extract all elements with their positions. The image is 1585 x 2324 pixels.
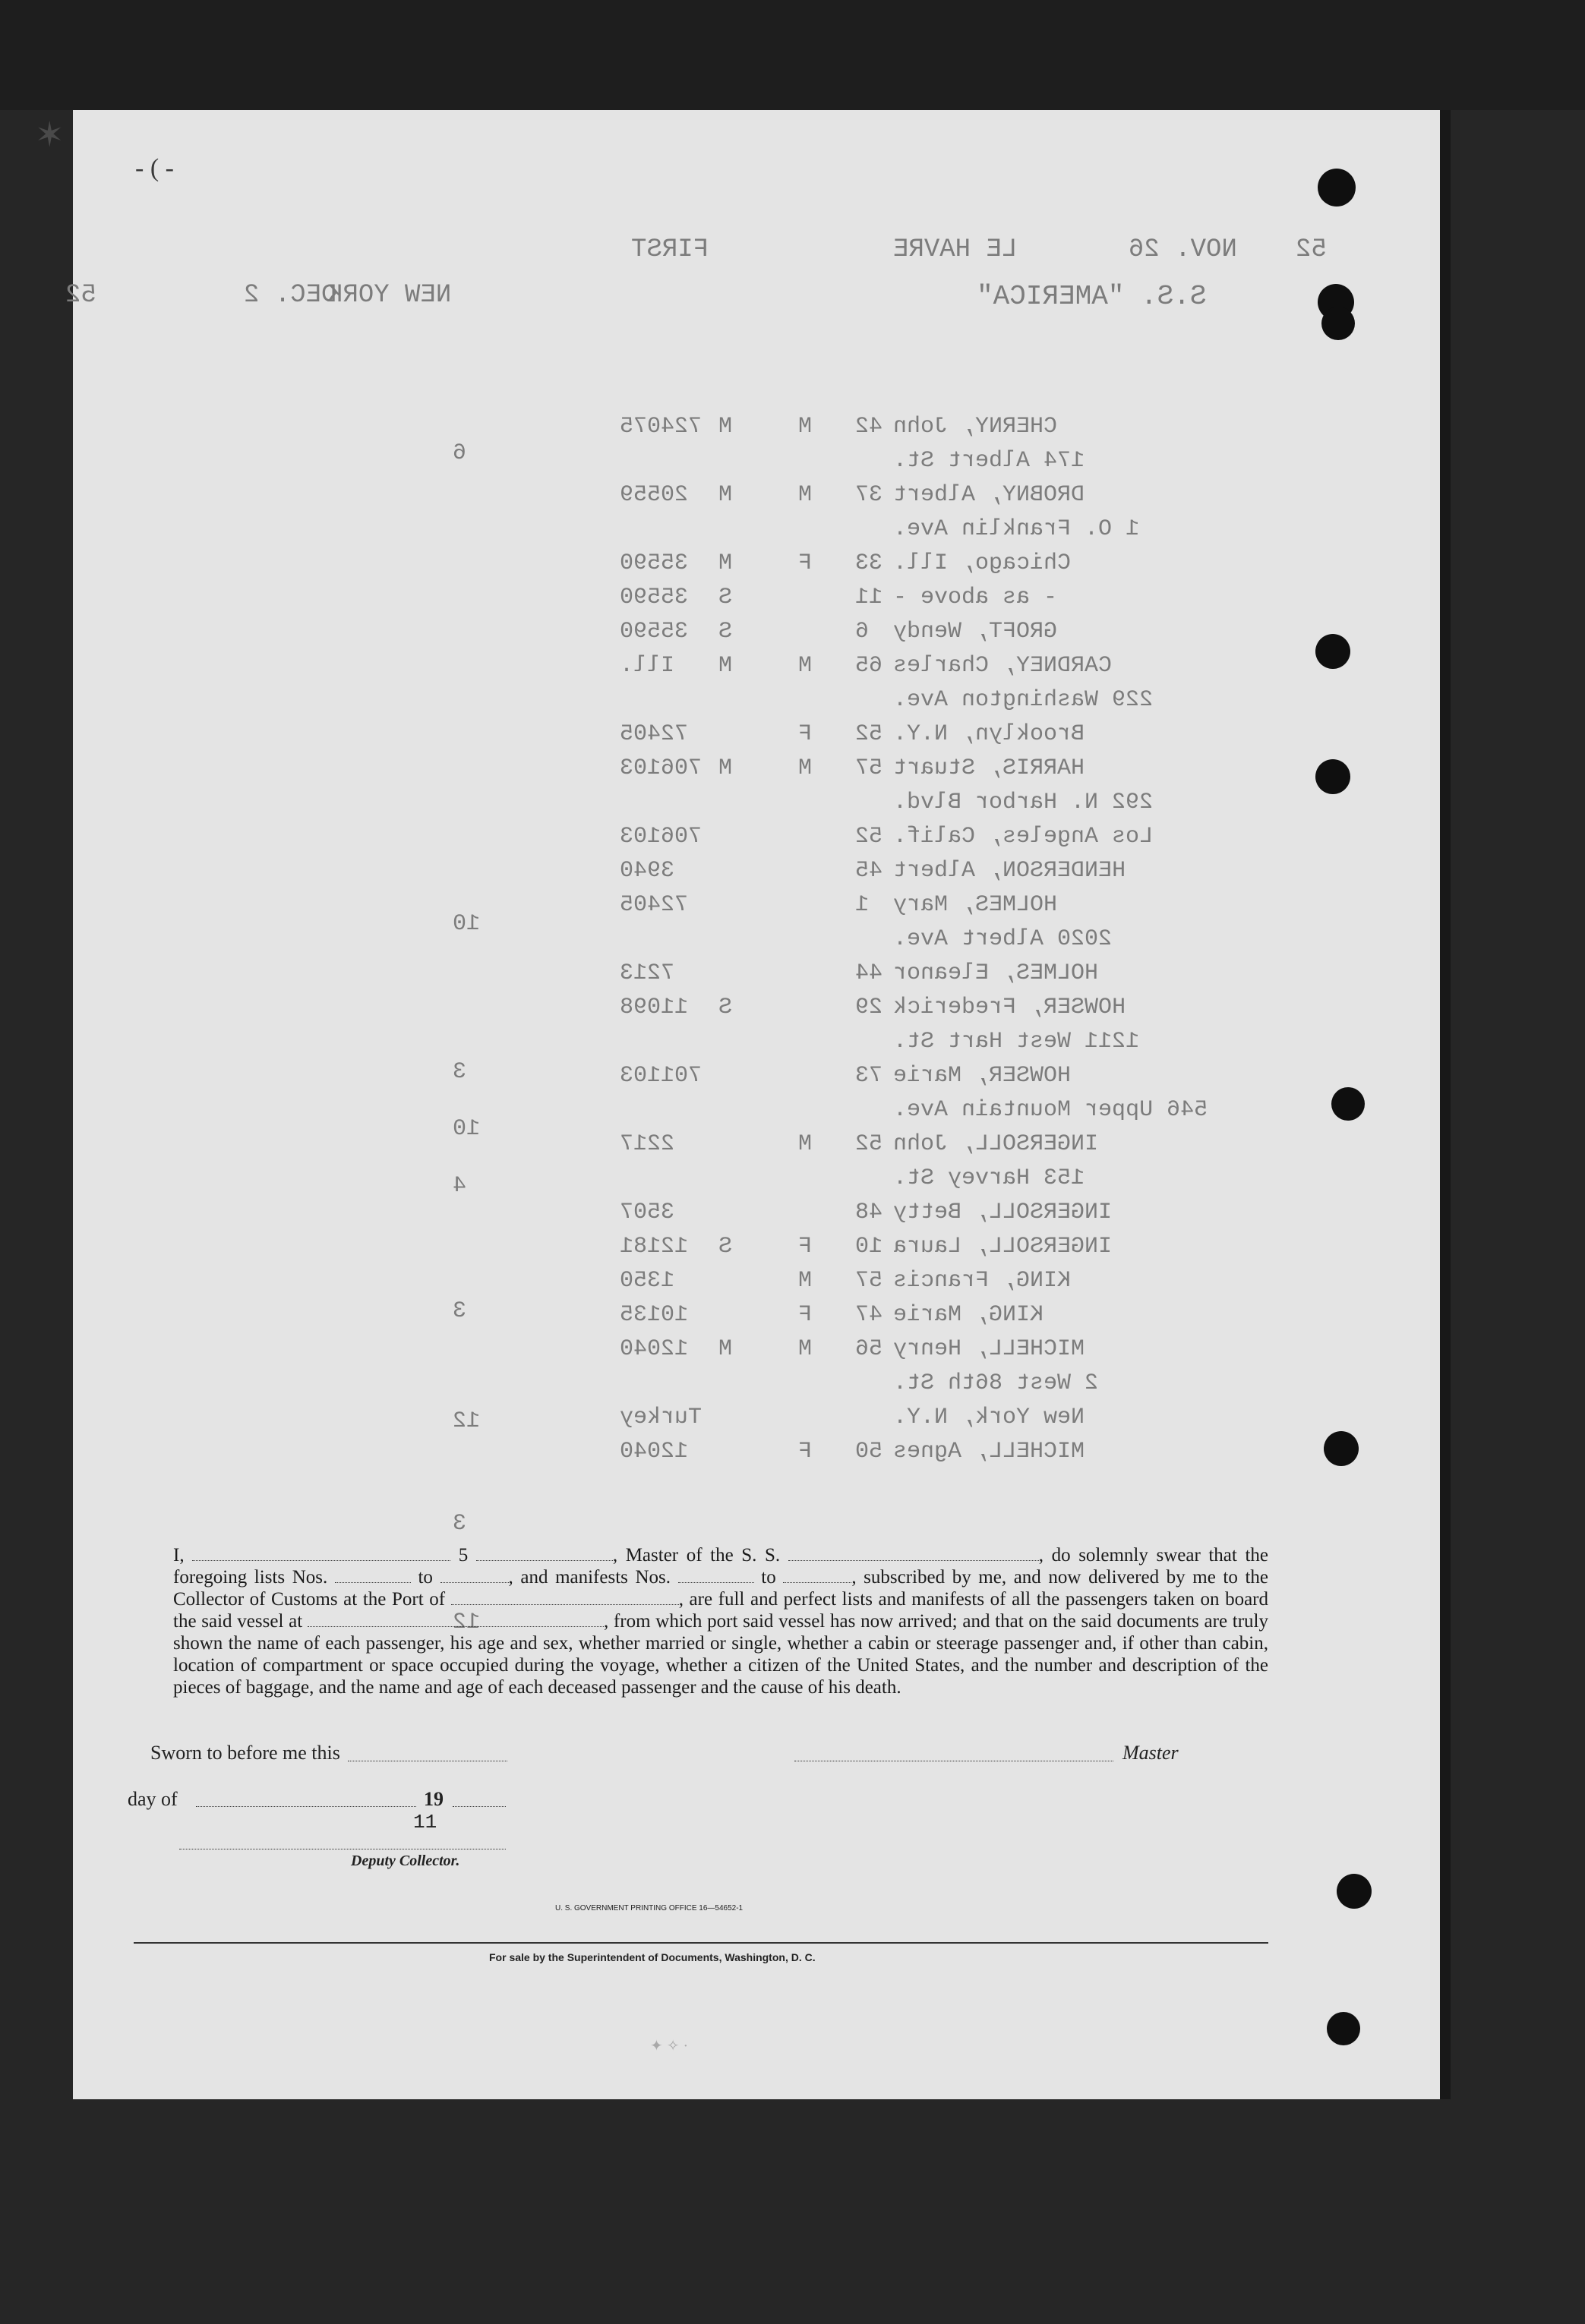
entry-name: HOWSER, Frederick: [893, 995, 1126, 1020]
punch-hole-9: [1327, 2012, 1360, 2045]
entry-num: 12040: [620, 1336, 689, 1362]
oath-manifests: , and manifests Nos.: [508, 1567, 671, 1588]
manifests-to-blank[interactable]: [783, 1569, 851, 1583]
margin-number: 3: [453, 1059, 467, 1085]
entry-sex: M: [798, 1268, 813, 1294]
entry-status: S: [718, 1234, 733, 1260]
entry-sex: F: [798, 1439, 813, 1465]
entry-age: 6: [855, 619, 870, 645]
entry-sex: M: [798, 482, 813, 508]
entry-sex: M: [798, 1336, 813, 1362]
entry-num: 35590: [620, 619, 689, 645]
margin-number: 4: [453, 1173, 467, 1199]
entry-name: Chicago, Ill.: [893, 550, 1072, 576]
entry-num: 3940: [620, 858, 675, 884]
arrival-year: 52: [65, 281, 96, 310]
entry-name: INGERSOLL, Betty: [893, 1200, 1113, 1225]
entry-sex: F: [798, 721, 813, 747]
oath-delivered: delivered by me to the Collector of Customs at the Port of: [173, 1567, 1269, 1610]
entry-name: MICHELL, Henry: [893, 1336, 1085, 1362]
entry-name: GROFT, Wendy: [893, 619, 1058, 645]
oath-body: port said vessel has now arrived; and that on the said documents are truly shown the name of each passenger, his age and sex, whether married or single, whether a cabin or steerage passenger and, if other than cabin, location of compartment or space occupied during the voyage, whether a citizen of the United States, and the number and description of the pieces of baggage, and the name and age of each deceased passenger and the cause of his death.: [173, 1611, 1269, 1698]
year-prefix: 19: [424, 1788, 444, 1810]
entry-num: 35590: [620, 550, 689, 576]
punch-hole-4: [1315, 634, 1350, 669]
entry-name: Brooklyn, N.Y.: [893, 721, 1085, 747]
ship-blank[interactable]: [788, 1547, 1039, 1561]
entry-name: 229 Washington Ave.: [893, 687, 1154, 713]
master-label: Master: [1122, 1742, 1179, 1764]
entry-num: 10135: [620, 1302, 689, 1328]
entry-name: MICHELL, Agnes: [893, 1439, 1085, 1465]
entry-name: INGERSOLL, Laura: [893, 1234, 1113, 1260]
year-fill: 11: [413, 1811, 437, 1834]
day-of-label: day of: [128, 1788, 178, 1810]
margin-number: 10: [453, 1116, 481, 1142]
entry-age: 1: [855, 892, 870, 918]
entry-age: 57: [855, 755, 883, 781]
entry-num: 72405: [620, 892, 689, 918]
page-mark: - ( -: [135, 154, 174, 182]
entry-sex: M: [798, 755, 813, 781]
entry-name: Los Angeles, Calif.: [893, 824, 1154, 850]
entry-status: M: [718, 482, 733, 508]
entry-num: 72405: [620, 721, 689, 747]
entry-num: 2217: [620, 1131, 675, 1157]
entry-status: S: [718, 585, 733, 610]
entry-num: 701103: [620, 1063, 703, 1089]
entry-name: 174 Albert St.: [893, 448, 1085, 474]
oath-paragraph: [173, 1544, 1268, 1698]
entry-status: M: [718, 653, 733, 679]
entry-num: 706103: [620, 755, 703, 781]
entry-age: 73: [855, 1063, 883, 1089]
entry-age: 37: [855, 482, 883, 508]
entry-status: M: [718, 755, 733, 781]
entry-name: 1211 West Hart St.: [893, 1029, 1140, 1055]
sworn-label: Sworn to before me this: [150, 1742, 340, 1764]
date-year: 52: [1296, 235, 1327, 264]
entry-age: 50: [855, 1439, 883, 1465]
punch-hole-5: [1315, 759, 1350, 794]
entry-age: 45: [855, 858, 883, 884]
oath-from-which: , from which: [603, 1611, 703, 1632]
scan-border-top: [0, 0, 1585, 110]
entry-name: 292 N. Harbor Blvd.: [893, 790, 1154, 815]
entry-age: 33: [855, 550, 883, 576]
oath-master: , Master of the S. S.: [612, 1545, 781, 1566]
entry-status: S: [718, 995, 733, 1020]
entry-sex: M: [798, 414, 813, 440]
entry-age: 48: [855, 1200, 883, 1225]
entry-num: 724075: [620, 414, 703, 440]
entry-name: 1 O. Franklin Ave.: [893, 516, 1140, 542]
entry-name: HENDERSON, Albert: [893, 858, 1126, 884]
entry-name: - as above -: [893, 585, 1058, 610]
entry-num: 11098: [620, 995, 689, 1020]
entry-num: 12181: [620, 1234, 689, 1260]
punch-hole-7: [1324, 1431, 1359, 1466]
entry-name: KING, Francis: [893, 1268, 1072, 1294]
entry-status: M: [718, 550, 733, 576]
entry-age: 57: [855, 1268, 883, 1294]
entry-status: M: [718, 1336, 733, 1362]
entry-num: Turkey: [620, 1405, 703, 1430]
entry-age: 10: [855, 1234, 883, 1260]
entry-num: 1350: [620, 1268, 675, 1294]
footer-rule: [134, 1942, 1268, 1944]
margin-number: 3: [453, 1298, 467, 1324]
printing-office: U. S. GOVERNMENT PRINTING OFFICE 16—54652-1: [555, 1904, 744, 1912]
punch-hole-3: [1321, 307, 1355, 340]
entry-num: 12040: [620, 1439, 689, 1465]
entry-name: HARRIS, Stuart: [893, 755, 1085, 781]
port-label: LE HAVRE: [893, 235, 1018, 264]
lists-to-blank[interactable]: [440, 1569, 509, 1583]
entry-name: HOLMES, Mary: [893, 892, 1058, 918]
year-line[interactable]: [453, 1806, 506, 1807]
entry-name: HOLMES, Eleanor: [893, 960, 1099, 986]
margin-number: 10: [453, 911, 481, 937]
name-blank-2[interactable]: [476, 1547, 613, 1561]
punch-hole-8: [1337, 1874, 1372, 1909]
margin-number: 3: [453, 1511, 467, 1537]
entry-sex: F: [798, 1234, 813, 1260]
ship-label: S.S. "AMERICA": [977, 281, 1207, 312]
entry-name: New York, N.Y.: [893, 1405, 1085, 1430]
oath-lists: swear that the foregoing lists Nos.: [173, 1545, 1268, 1588]
entry-age: 52: [855, 721, 883, 747]
entry-sex: F: [798, 550, 813, 576]
oath-to-2: to: [761, 1567, 776, 1588]
oath-taken: manifests of all the passengers taken on board the said vessel at: [173, 1589, 1269, 1632]
deputy-label: Deputy Collector.: [351, 1853, 460, 1869]
entry-name: KING, Marie: [893, 1302, 1044, 1328]
departure-blank[interactable]: [308, 1613, 604, 1627]
entry-status: S: [718, 619, 733, 645]
entry-status: M: [718, 414, 733, 440]
entry-age: 42: [855, 414, 883, 440]
entry-age: 56: [855, 1336, 883, 1362]
entry-name: CHERNY, John: [893, 414, 1058, 440]
faint-stamp: ✦ ✧ ·: [650, 2038, 689, 2054]
entry-name: INGERSOLL, John: [893, 1131, 1099, 1157]
entry-name: 2020 Albert Ave.: [893, 926, 1113, 952]
oath-solemnly: , do solemnly: [1038, 1545, 1148, 1566]
entry-name: 546 Upper Mountain Ave.: [893, 1097, 1208, 1123]
margin-number: 6: [453, 440, 467, 466]
entry-age: 11: [855, 585, 883, 610]
oath-i: I,: [173, 1545, 185, 1566]
day-of-line[interactable]: [196, 1806, 416, 1807]
entry-num: 20559: [620, 482, 689, 508]
entry-name: 153 Harvey St.: [893, 1165, 1085, 1191]
class-label: FIRST: [631, 235, 709, 264]
entry-name: HOWSER, Marie: [893, 1063, 1072, 1089]
entry-sex: M: [798, 653, 813, 679]
manifests-from-blank[interactable]: [678, 1569, 754, 1583]
lists-from-blank[interactable]: [335, 1569, 411, 1583]
oath-five: 5: [458, 1545, 469, 1566]
entry-age: 47: [855, 1302, 883, 1328]
entry-sex: M: [798, 1131, 813, 1157]
entry-age: 44: [855, 960, 883, 986]
margin-number: 12: [453, 1610, 481, 1635]
date-label: NOV. 26: [1129, 235, 1237, 264]
entry-num: Ill.: [620, 653, 675, 679]
entry-age: 52: [855, 1131, 883, 1157]
entry-name: DROBNY, Albert: [893, 482, 1085, 508]
entry-num: 7213: [620, 960, 675, 986]
manifest-page: [35, 110, 1451, 2099]
arrival-port: NEW YORK: [327, 281, 452, 310]
oath-to-1: to: [418, 1567, 433, 1588]
entry-age: 52: [855, 824, 883, 850]
entry-num: 35590: [620, 585, 689, 610]
oath-full: , are full and perfect lists and: [678, 1589, 906, 1610]
entry-sex: F: [798, 1302, 813, 1328]
corner-speckle: ✶: [35, 115, 65, 154]
entry-age: 65: [855, 653, 883, 679]
name-blank[interactable]: [192, 1547, 450, 1561]
margin-number: 12: [453, 1408, 481, 1434]
port-blank[interactable]: [451, 1591, 679, 1605]
oath-subscribed: , subscribed by me, and now: [851, 1567, 1081, 1588]
punch-hole-6: [1331, 1087, 1365, 1121]
entry-name: CARDNEY, Charles: [893, 653, 1113, 679]
entry-name: 2 West 86th St.: [893, 1370, 1099, 1396]
arrival-date: DEC. 2: [244, 281, 337, 310]
entry-age: 29: [855, 995, 883, 1020]
footer-note: For sale by the Superintendent of Documents, Washington, D. C.: [489, 1951, 816, 1963]
entry-num: 3507: [620, 1200, 675, 1225]
punch-hole-1: [1318, 169, 1356, 207]
entry-num: 706103: [620, 824, 703, 850]
